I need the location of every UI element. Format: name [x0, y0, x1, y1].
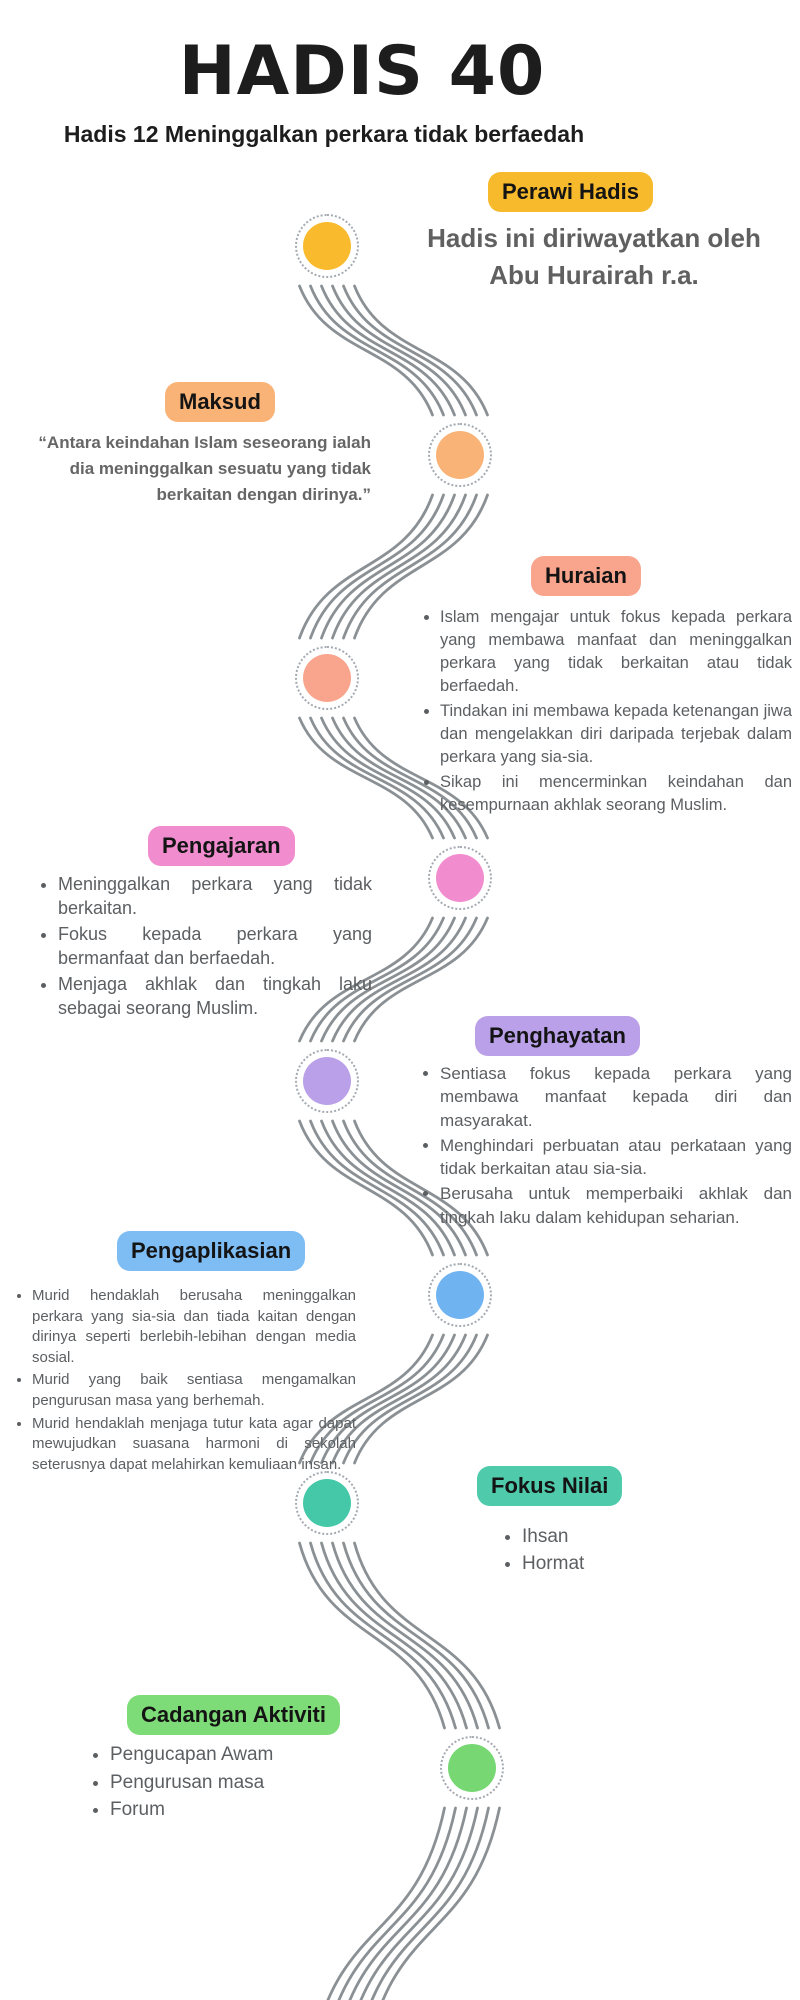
- list-item: • Menjaga akhlak dan tingkah laku sebagai seorang Muslim.: [58, 972, 372, 1020]
- list-item: • Hormat: [522, 1551, 660, 1576]
- maksud-quote: “Antara keindahan Islam seseorang ialah dia meninggalkan sesuatu yang tidak berkaitan dengan dirinya.”: [38, 433, 371, 504]
- badge-huraian: Huraian: [531, 556, 641, 596]
- timeline-node-huraian: [295, 646, 359, 710]
- huraian-list: [418, 606, 792, 819]
- badge-pengajaran: Pengajaran: [148, 826, 295, 866]
- circle-pengajaran: [436, 854, 484, 902]
- list-item: • Ihsan: [522, 1524, 660, 1549]
- list-item: • Murid hendaklah menjaga tutur kata agar dapat mewujudkan suasana harmoni di sekolah seterusnya dapat melahirkan kemuliaan insan.: [32, 1414, 356, 1476]
- circle-cadangan: [448, 1744, 496, 1792]
- pengajaran-list: [36, 872, 372, 1022]
- badge-maksud: Maksud: [165, 382, 275, 422]
- badge-penghayatan: Penghayatan: [475, 1016, 640, 1056]
- timeline-node-cadangan: [440, 1736, 504, 1800]
- fokus-nilai-list: [500, 1524, 660, 1578]
- list-item: • Meninggalkan perkara yang tidak berkaitan.: [58, 872, 372, 920]
- page-title: HADIS 40: [178, 32, 546, 111]
- badge-perawi-hadis: Perawi Hadis: [488, 172, 653, 212]
- cadangan-list: [88, 1742, 358, 1825]
- penghayatan-list: [418, 1062, 792, 1231]
- perawi-text: Hadis ini diriwayatkan oleh Abu Hurairah r.a.: [427, 223, 761, 290]
- timeline-node-pengaplikasian: [428, 1263, 492, 1327]
- circle-penghayatan: [303, 1057, 351, 1105]
- timeline-node-maksud: [428, 423, 492, 487]
- timeline-node-pengajaran: [428, 846, 492, 910]
- list-item: • Fokus kepada perkara yang bermanfaat dan berfaedah.: [58, 922, 372, 970]
- circle-fokus-nilai: [303, 1479, 351, 1527]
- list-item: • Pengurusan masa: [110, 1770, 358, 1796]
- list-item: • Murid hendaklah berusaha meninggalkan perkara yang sia-sia dan tiada kaitan dengan dirinya seperti berlebih-lebihan dengan media sosial.: [32, 1286, 356, 1368]
- timeline-node-fokus-nilai: [295, 1471, 359, 1535]
- timeline-node-perawi: [295, 214, 359, 278]
- badge-cadangan-aktiviti: Cadangan Aktiviti: [127, 1695, 340, 1735]
- circle-huraian: [303, 654, 351, 702]
- list-item: • Sikap ini mencerminkan keindahan dan kesempurnaan akhlak seorang Muslim.: [440, 771, 792, 817]
- list-item: • Pengucapan Awam: [110, 1742, 358, 1768]
- circle-perawi: [303, 222, 351, 270]
- pengaplikasian-list: [12, 1286, 356, 1477]
- list-item: • Sentiasa fokus kepada perkara yang membawa manfaat kepada diri dan masyarakat.: [440, 1062, 792, 1132]
- list-item: • Islam mengajar untuk fokus kepada perkara yang membawa manfaat dan meninggalkan perkara yang tidak berkaitan atau tidak berfaedah.: [440, 606, 792, 698]
- page-subtitle: Hadis 12 Meninggalkan perkara tidak berfaedah: [63, 121, 585, 147]
- circle-pengaplikasian: [436, 1271, 484, 1319]
- badge-pengaplikasian: Pengaplikasian: [117, 1231, 305, 1271]
- list-item: • Menghindari perbuatan atau perkataan yang tidak berkaitan atau sia-sia.: [440, 1134, 792, 1181]
- timeline-node-penghayatan: [295, 1049, 359, 1113]
- list-item: • Forum: [110, 1797, 358, 1823]
- badge-fokus-nilai: Fokus Nilai: [477, 1466, 622, 1506]
- list-item: • Berusaha untuk memperbaiki akhlak dan tingkah laku dalam kehidupan seharian.: [440, 1182, 792, 1229]
- list-item: • Murid yang baik sentiasa mengamalkan pengurusan masa yang berhemah.: [32, 1370, 356, 1411]
- list-item: • Tindakan ini membawa kepada ketenangan jiwa dan mengelakkan diri daripada terjebak dalam perkara yang sia-sia.: [440, 700, 792, 769]
- circle-maksud: [436, 431, 484, 479]
